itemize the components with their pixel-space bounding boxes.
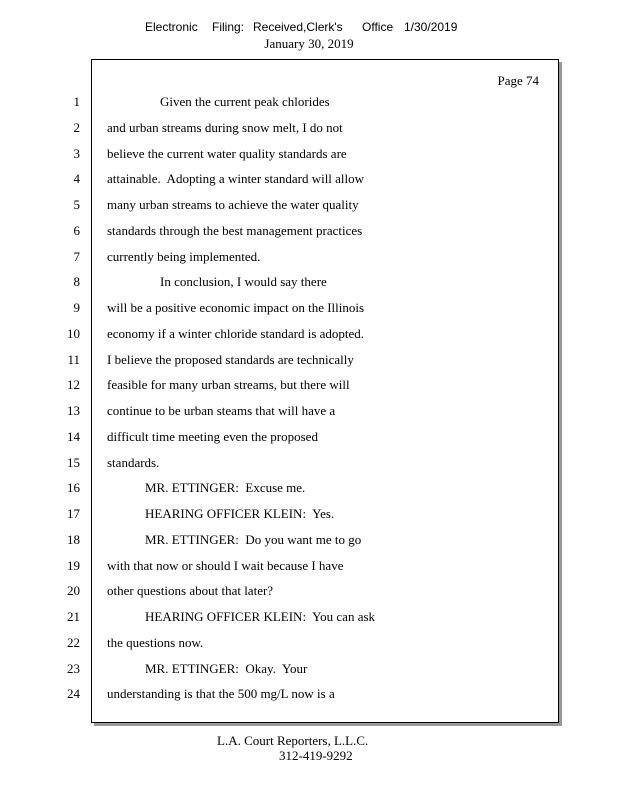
line-number: 7 <box>73 249 80 264</box>
line-number: 19 <box>67 558 80 573</box>
transcript-line: economy if a winter chloride standard is adopted. <box>107 326 365 341</box>
line-number: 14 <box>67 429 80 444</box>
transcript-line: will be a positive economic impact on the Illinois <box>107 300 365 315</box>
transcript-line: many urban streams to achieve the water quality <box>107 197 359 212</box>
line-number: 23 <box>67 661 80 676</box>
transcript-line: the questions now. <box>107 635 204 650</box>
transcript-line: In conclusion, I would say there <box>160 274 327 289</box>
reporter-company: L.A. Court Reporters, L.L.C. <box>217 733 369 748</box>
line-number: 22 <box>67 635 80 650</box>
filing-stamp-part: Electronic <box>145 20 198 34</box>
transcript-line: with that now or should I wait because I have <box>107 558 344 573</box>
line-number: 6 <box>73 223 80 238</box>
line-number: 11 <box>67 352 80 367</box>
transcript-line: currently being implemented. <box>107 249 261 264</box>
line-number: 1 <box>73 94 80 109</box>
transcript-line: MR. ETTINGER: Do you want me to go <box>145 532 362 547</box>
transcript-line: I believe the proposed standards are technically <box>107 352 354 367</box>
line-number: 15 <box>67 455 80 470</box>
transcript-line: believe the current water quality standards are <box>107 146 347 161</box>
transcript-line: attainable. Adopting a winter standard will allow <box>107 171 365 186</box>
filing-stamp-part: Filing: <box>212 20 245 34</box>
transcript-line: HEARING OFFICER KLEIN: Yes. <box>145 506 335 521</box>
line-number: 10 <box>67 326 80 341</box>
transcript-line: MR. ETTINGER: Okay. Your <box>145 661 308 676</box>
reporter-phone: 312-419-9292 <box>279 748 353 763</box>
line-number: 5 <box>73 197 80 212</box>
line-number: 18 <box>67 532 80 547</box>
transcript-line: feasible for many urban streams, but there will <box>107 377 350 392</box>
page-number: Page 74 <box>497 73 539 88</box>
line-number: 8 <box>73 274 80 289</box>
transcript-line: MR. ETTINGER: Excuse me. <box>145 480 306 495</box>
filing-stamp-part: Received,Clerk's <box>253 20 343 34</box>
transcript-line: Given the current peak chlorides <box>160 94 330 109</box>
line-number: 16 <box>67 480 80 495</box>
transcript-line: HEARING OFFICER KLEIN: You can ask <box>145 609 376 624</box>
transcript-line: standards through the best management practices <box>107 223 363 238</box>
line-number: 9 <box>73 300 80 315</box>
line-number: 21 <box>67 609 80 624</box>
transcript-line: standards. <box>107 455 160 470</box>
transcript-line: understanding is that the 500 mg/L now is a <box>107 686 335 701</box>
line-number: 17 <box>67 506 80 521</box>
line-number: 12 <box>67 377 80 392</box>
transcript-line: difficult time meeting even the proposed <box>107 429 318 444</box>
line-number: 2 <box>73 120 80 135</box>
line-number: 20 <box>67 583 80 598</box>
line-number: 24 <box>67 686 80 701</box>
filing-date: January 30, 2019 <box>264 36 354 51</box>
filing-stamp-part: Office <box>362 20 394 34</box>
line-number: 13 <box>67 403 80 418</box>
line-number: 3 <box>73 146 80 161</box>
line-number: 4 <box>73 171 80 186</box>
filing-stamp-part: 1/30/2019 <box>404 20 458 34</box>
transcript-line: and urban streams during snow melt, I do not <box>107 120 343 135</box>
transcript-line: continue to be urban steams that will have a <box>107 403 336 418</box>
transcript-line: other questions about that later? <box>107 583 274 598</box>
